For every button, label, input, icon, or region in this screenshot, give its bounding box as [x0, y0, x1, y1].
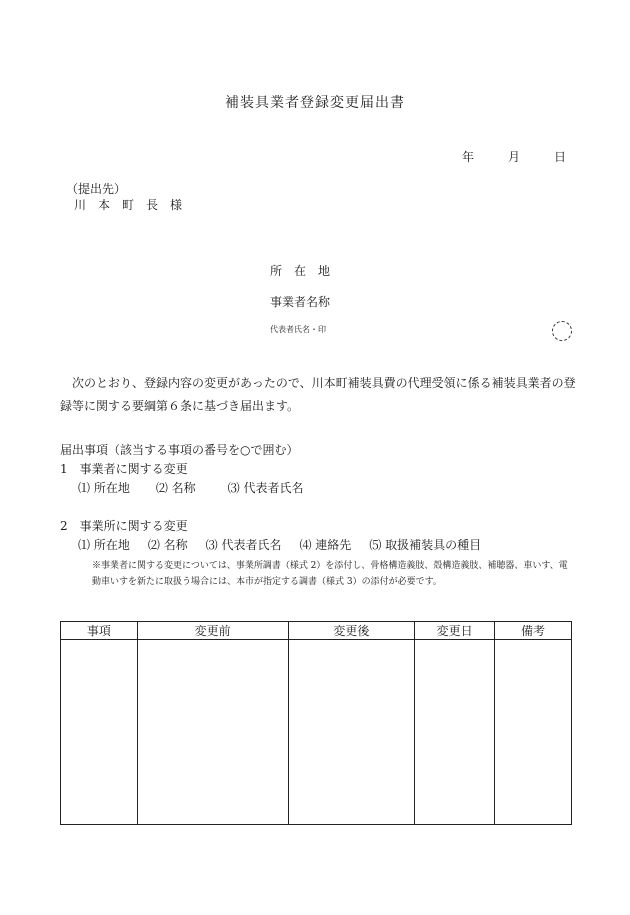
- date-month: 月: [507, 150, 520, 164]
- filer-business-name-label: 事業者名称: [270, 295, 331, 309]
- section2-option: ⑷ 連絡先: [299, 538, 352, 552]
- table-row: [61, 640, 572, 825]
- recipient-label: （提出先）: [66, 182, 127, 196]
- date-year: 年: [461, 150, 474, 164]
- section1-option: ⑶ 代表者氏名: [227, 481, 304, 495]
- section2-option: ⑸ 取扱補装具の種目: [369, 538, 482, 552]
- header-remarks: 備考: [495, 622, 572, 640]
- items-heading: 届出事項（該当する事項の番号を○で囲む）: [60, 443, 299, 457]
- section2-option: ⑶ 代表者氏名: [205, 538, 282, 552]
- section2-option: ⑴ 所在地: [78, 538, 130, 552]
- header-item: 事項: [61, 622, 138, 640]
- header-before: 変更前: [137, 622, 288, 640]
- attachment-note: ※事業者に関する変更については、事業所調書（様式 2）を添付し、骨格構造義肢、殻構造義肢、補聴器、車いす、電動車いすを新たに取扱う場合には、本市が指定する調書（様式 3）の添付が必要です。: [92, 561, 568, 587]
- header-change-date: 変更日: [415, 622, 495, 640]
- cell-before[interactable]: [137, 640, 288, 825]
- seal-circle-icon: [552, 321, 572, 341]
- recipient-name: 川 本 町 長 様: [74, 198, 183, 212]
- filer-address-label: 所 在 地: [270, 264, 331, 278]
- section2-options: [60, 536, 499, 555]
- cell-after[interactable]: [288, 640, 415, 825]
- date-line: [462, 148, 566, 165]
- section1-heading: 1 事業者に関する変更: [60, 462, 188, 476]
- section1-options: [60, 479, 499, 498]
- filer-representative-label: 代表者氏名・印: [270, 325, 326, 334]
- cell-item[interactable]: [61, 640, 138, 825]
- date-day: 日: [553, 150, 566, 164]
- cell-remarks[interactable]: [495, 640, 572, 825]
- document-title: 補装具業者登録変更届出書: [225, 95, 405, 111]
- body-text: [60, 372, 576, 418]
- section1-option: ⑴ 所在地: [78, 481, 130, 495]
- section2-heading: 2 事業所に関する変更: [60, 519, 188, 533]
- cell-change-date[interactable]: [415, 640, 495, 825]
- section1-option: ⑵ 名称: [155, 481, 196, 495]
- table-header-row: [61, 622, 572, 640]
- section2-option: ⑵ 名称: [147, 538, 188, 552]
- change-table: [60, 621, 572, 825]
- header-after: 変更後: [288, 622, 415, 640]
- body-paragraph: 次のとおり、登録内容の変更があったので、川本町補装具費の代理受領に係る補装具業者の登録等に関する要綱第６条に基づき届出ます。: [60, 376, 576, 413]
- notification-items: [60, 441, 499, 555]
